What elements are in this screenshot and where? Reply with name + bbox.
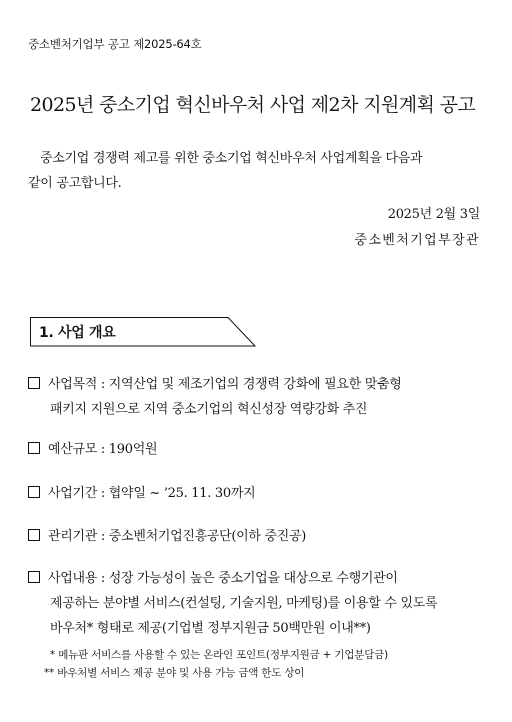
item-label: 사업내용	[48, 571, 98, 586]
intro-line-2: 같이 공고합니다.	[28, 176, 122, 191]
item-period: 사업기간 : 협약일 ~ ’25. 11. 30까지	[28, 481, 490, 506]
item-budget: 예산규모 : 190억원	[28, 437, 490, 462]
issuer-name: 중소벤처기업부장관	[354, 233, 480, 248]
section-title: 1. 사업 개요	[39, 325, 116, 341]
item-text-line-1: 협약일 ~ ’25. 11. 30까지	[108, 486, 256, 501]
item-text-line-1: 190억원	[108, 442, 158, 457]
item-text-line-1: 중소벤처기업진흥공단(이하 중진공)	[108, 529, 307, 544]
item-content: 사업내용 : 성장 가능성이 높은 중소기업을 대상으로 수행기관이 제공하는 분야별 서비스(컨설팅, 기술지원, 마케팅)를 이용할 수 있도록 바우처* 형태로 제공(기업별 정부지원금 50백만원 이내**)	[28, 566, 490, 641]
item-label: 예산규모	[48, 442, 98, 457]
checkbox-square-icon	[28, 571, 40, 583]
checkbox-square-icon	[28, 486, 40, 498]
item-agency: 관리기관 : 중소벤처기업진흥공단(이하 중진공)	[28, 524, 490, 549]
notice-date: 2025년 2월 3일	[387, 207, 480, 222]
intro-paragraph	[28, 146, 484, 196]
footnote-1: * 메뉴판 서비스를 사용할 수 있는 온라인 포인트(정부지원금 + 기업분담금)	[50, 649, 389, 661]
checkbox-square-icon	[28, 529, 40, 541]
item-label: 사업기간	[48, 486, 98, 501]
item-label: 관리기관	[48, 529, 98, 544]
checkbox-square-icon	[28, 377, 40, 389]
item-label: 사업목적	[48, 377, 98, 392]
item-text-line-2: 제공하는 분야별 서비스(컨설팅, 기술지원, 마케팅)를 이용할 수 있도록	[50, 596, 438, 611]
item-text-line-1: 지역산업 및 제조기업의 경쟁력 강화에 필요한 맞춤형	[108, 377, 402, 392]
footnote-2: ** 바우처별 서비스 제공 분야 및 사용 가능 금액 한도 상이	[44, 667, 305, 679]
item-text-line-2: 패키지 지원으로 지역 중소기업의 혁신성장 역량강화 추진	[50, 402, 368, 417]
intro-line-1: 중소기업 경쟁력 제고를 위한 중소기업 혁신바우처 사업계획을 다음과	[40, 151, 423, 166]
item-text-line-3: 바우처* 형태로 제공(기업별 정부지원금 50백만원 이내**)	[50, 621, 371, 636]
item-text-line-1: 성장 가능성이 높은 중소기업을 대상으로 수행기관이	[108, 571, 398, 586]
checkbox-square-icon	[28, 442, 40, 454]
item-purpose: 사업목적 : 지역산업 및 제조기업의 경쟁력 강화에 필요한 맞춤형 패키지 지원으로 지역 중소기업의 혁신성장 역량강화 추진	[28, 372, 490, 422]
document-title: 2025년 중소기업 혁신바우처 사업 제2차 지원계획 공고	[30, 94, 476, 116]
notice-number: 중소벤처기업부 공고 제2025-64호	[28, 37, 202, 51]
section-header	[30, 317, 254, 345]
